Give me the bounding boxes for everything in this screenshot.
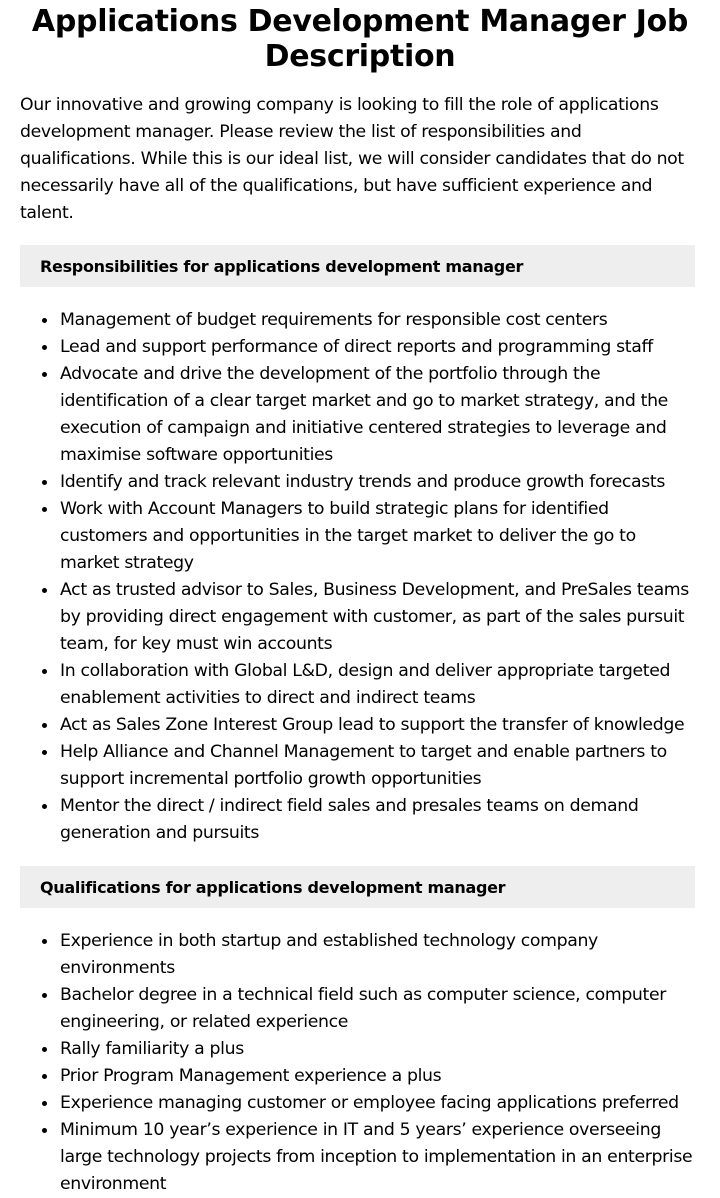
qualifications-list <box>0 908 720 1198</box>
qualification-item: Experience in both startup and established technology company environments <box>60 928 695 982</box>
bullet-icon <box>42 345 47 350</box>
bullet-icon <box>42 993 47 998</box>
responsibilities-heading: Responsibilities for applications development manager <box>40 256 524 276</box>
qualifications-heading: Qualifications for applications development manager <box>40 877 506 897</box>
responsibility-item: In collaboration with Global L&D, design and deliver appropriate targeted enablement activities to direct and indirect teams <box>60 658 695 712</box>
bullet-icon <box>42 318 47 323</box>
bullet-icon <box>42 723 47 728</box>
intro-paragraph: Our innovative and growing company is looking to fill the role of applications development manager. Please review the list of responsibilities and qualifications. While this is our ideal list, we will consider candidates that do not necessarily have all of the qualifications, but have sufficient experience and talent. <box>20 95 684 223</box>
responsibilities-list <box>0 287 720 847</box>
qualification-item: Experience managing customer or employee facing applications preferred <box>60 1090 695 1117</box>
page-title: Applications Development Manager Job Description <box>31 4 689 74</box>
responsibilities-header <box>20 245 695 287</box>
bullet-icon <box>42 1128 47 1133</box>
bullet-icon <box>42 372 47 377</box>
bullet-icon <box>42 669 47 674</box>
qualification-item: Minimum 10 year’s experience in IT and 5 years’ experience overseeing large technology projects from inception to implementation in an enterprise environment <box>60 1117 695 1198</box>
responsibility-item: Act as trusted advisor to Sales, Business Development, and PreSales teams by providing direct engagement with customer, as part of the sales pursuit team, for key must win accounts <box>60 577 695 658</box>
bullet-icon <box>42 507 47 512</box>
responsibility-item: Work with Account Managers to build strategic plans for identified customers and opportunities in the target market to deliver the go to market strategy <box>60 496 695 577</box>
qualifications-header <box>20 866 695 908</box>
bullet-icon <box>42 939 47 944</box>
bullet-icon <box>42 1101 47 1106</box>
bullet-icon <box>42 588 47 593</box>
responsibility-item: Advocate and drive the development of the portfolio through the identification of a clear target market and go to market strategy, and the execution of campaign and initiative centered strategies to leverage and maximise software opportunities <box>60 361 695 469</box>
qualification-item: Prior Program Management experience a plus <box>60 1063 695 1090</box>
responsibility-item: Identify and track relevant industry trends and produce growth forecasts <box>60 469 695 496</box>
responsibility-item: Management of budget requirements for responsible cost centers <box>60 307 695 334</box>
qualification-item: Rally familiarity a plus <box>60 1036 695 1063</box>
bullet-icon <box>42 750 47 755</box>
responsibility-item: Lead and support performance of direct reports and programming staff <box>60 334 695 361</box>
bullet-icon <box>42 804 47 809</box>
responsibility-item: Act as Sales Zone Interest Group lead to support the transfer of knowledge <box>60 712 695 739</box>
bullet-icon <box>42 1047 47 1052</box>
responsibility-item: Help Alliance and Channel Management to target and enable partners to support incremental portfolio growth opportunities <box>60 739 695 793</box>
responsibility-item: Mentor the direct / indirect field sales and presales teams on demand generation and pursuits <box>60 793 695 847</box>
qualification-item: Bachelor degree in a technical field such as computer science, computer engineering, or related experience <box>60 982 695 1036</box>
bullet-icon <box>42 480 47 485</box>
bullet-icon <box>42 1074 47 1079</box>
